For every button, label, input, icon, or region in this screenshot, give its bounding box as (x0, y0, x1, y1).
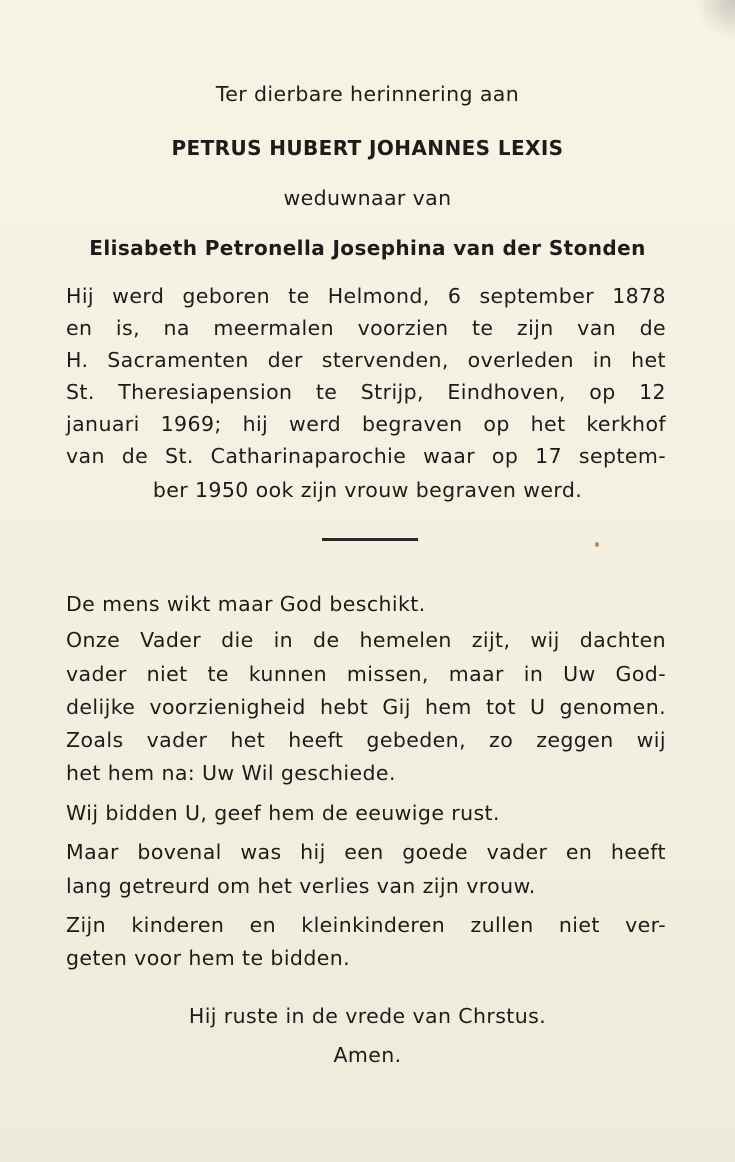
verse-line: Onze Vader die in de hemelen zijt, wij dachten (66, 628, 666, 652)
amen-text: Amen. (333, 1043, 402, 1067)
closing-prayer: Hij ruste in de vrede van Chrstus. (188, 1004, 547, 1028)
verse-line: delijke voorzienigheid hebt Gij hem tot U genomen. (66, 695, 666, 719)
relation-text: weduwnaar van (283, 186, 452, 210)
bio-line: ber 1950 ook zijn vrouw begraven werd. (152, 478, 583, 502)
verse-line: het hem na: Uw Wil geschiede. (66, 761, 396, 785)
spouse-name: Elisabeth Petronella Josephina van der Stonden (89, 236, 646, 260)
verse-line: lang getreurd om het verlies van zijn vrouw. (66, 874, 536, 898)
verse-line: De mens wikt maar God beschikt. (66, 592, 426, 616)
verse-line: vader niet te kunnen missen, maar in Uw God- (66, 662, 666, 686)
bio-line: Hij werd geboren te Helmond, 6 september 1878 (66, 284, 666, 308)
bio-line: van de St. Catharinaparochie waar op 17 septem- (66, 444, 666, 468)
verse-line: Zijn kinderen en kleinkinderen zullen niet ver- (66, 913, 666, 937)
divider-rule (322, 538, 418, 541)
verse-line: Maar bovenal was hij een goede vader en heeft (66, 840, 666, 864)
paper-speck (595, 542, 599, 547)
bio-line: St. Theresiapension te Strijp, Eindhoven, op 12 (66, 380, 666, 404)
verse-line: Zoals vader het heeft gebeden, zo zeggen wij (66, 728, 666, 752)
verse-line: geten voor hem te bidden. (66, 946, 351, 970)
bio-line: januari 1969; hij werd begraven op het kerkhof (66, 412, 666, 436)
bio-line: H. Sacramenten der stervenden, overleden in het (66, 348, 666, 372)
bio-line: en is, na meermalen voorzien te zijn van de (66, 316, 666, 340)
deceased-name: PETRUS HUBERT JOHANNES LEXIS (171, 136, 564, 160)
verse-line: Wij bidden U, geef hem de eeuwige rust. (66, 801, 500, 825)
intro-text: Ter dierbare herinnering aan (215, 82, 520, 106)
card-corner (695, 0, 735, 40)
